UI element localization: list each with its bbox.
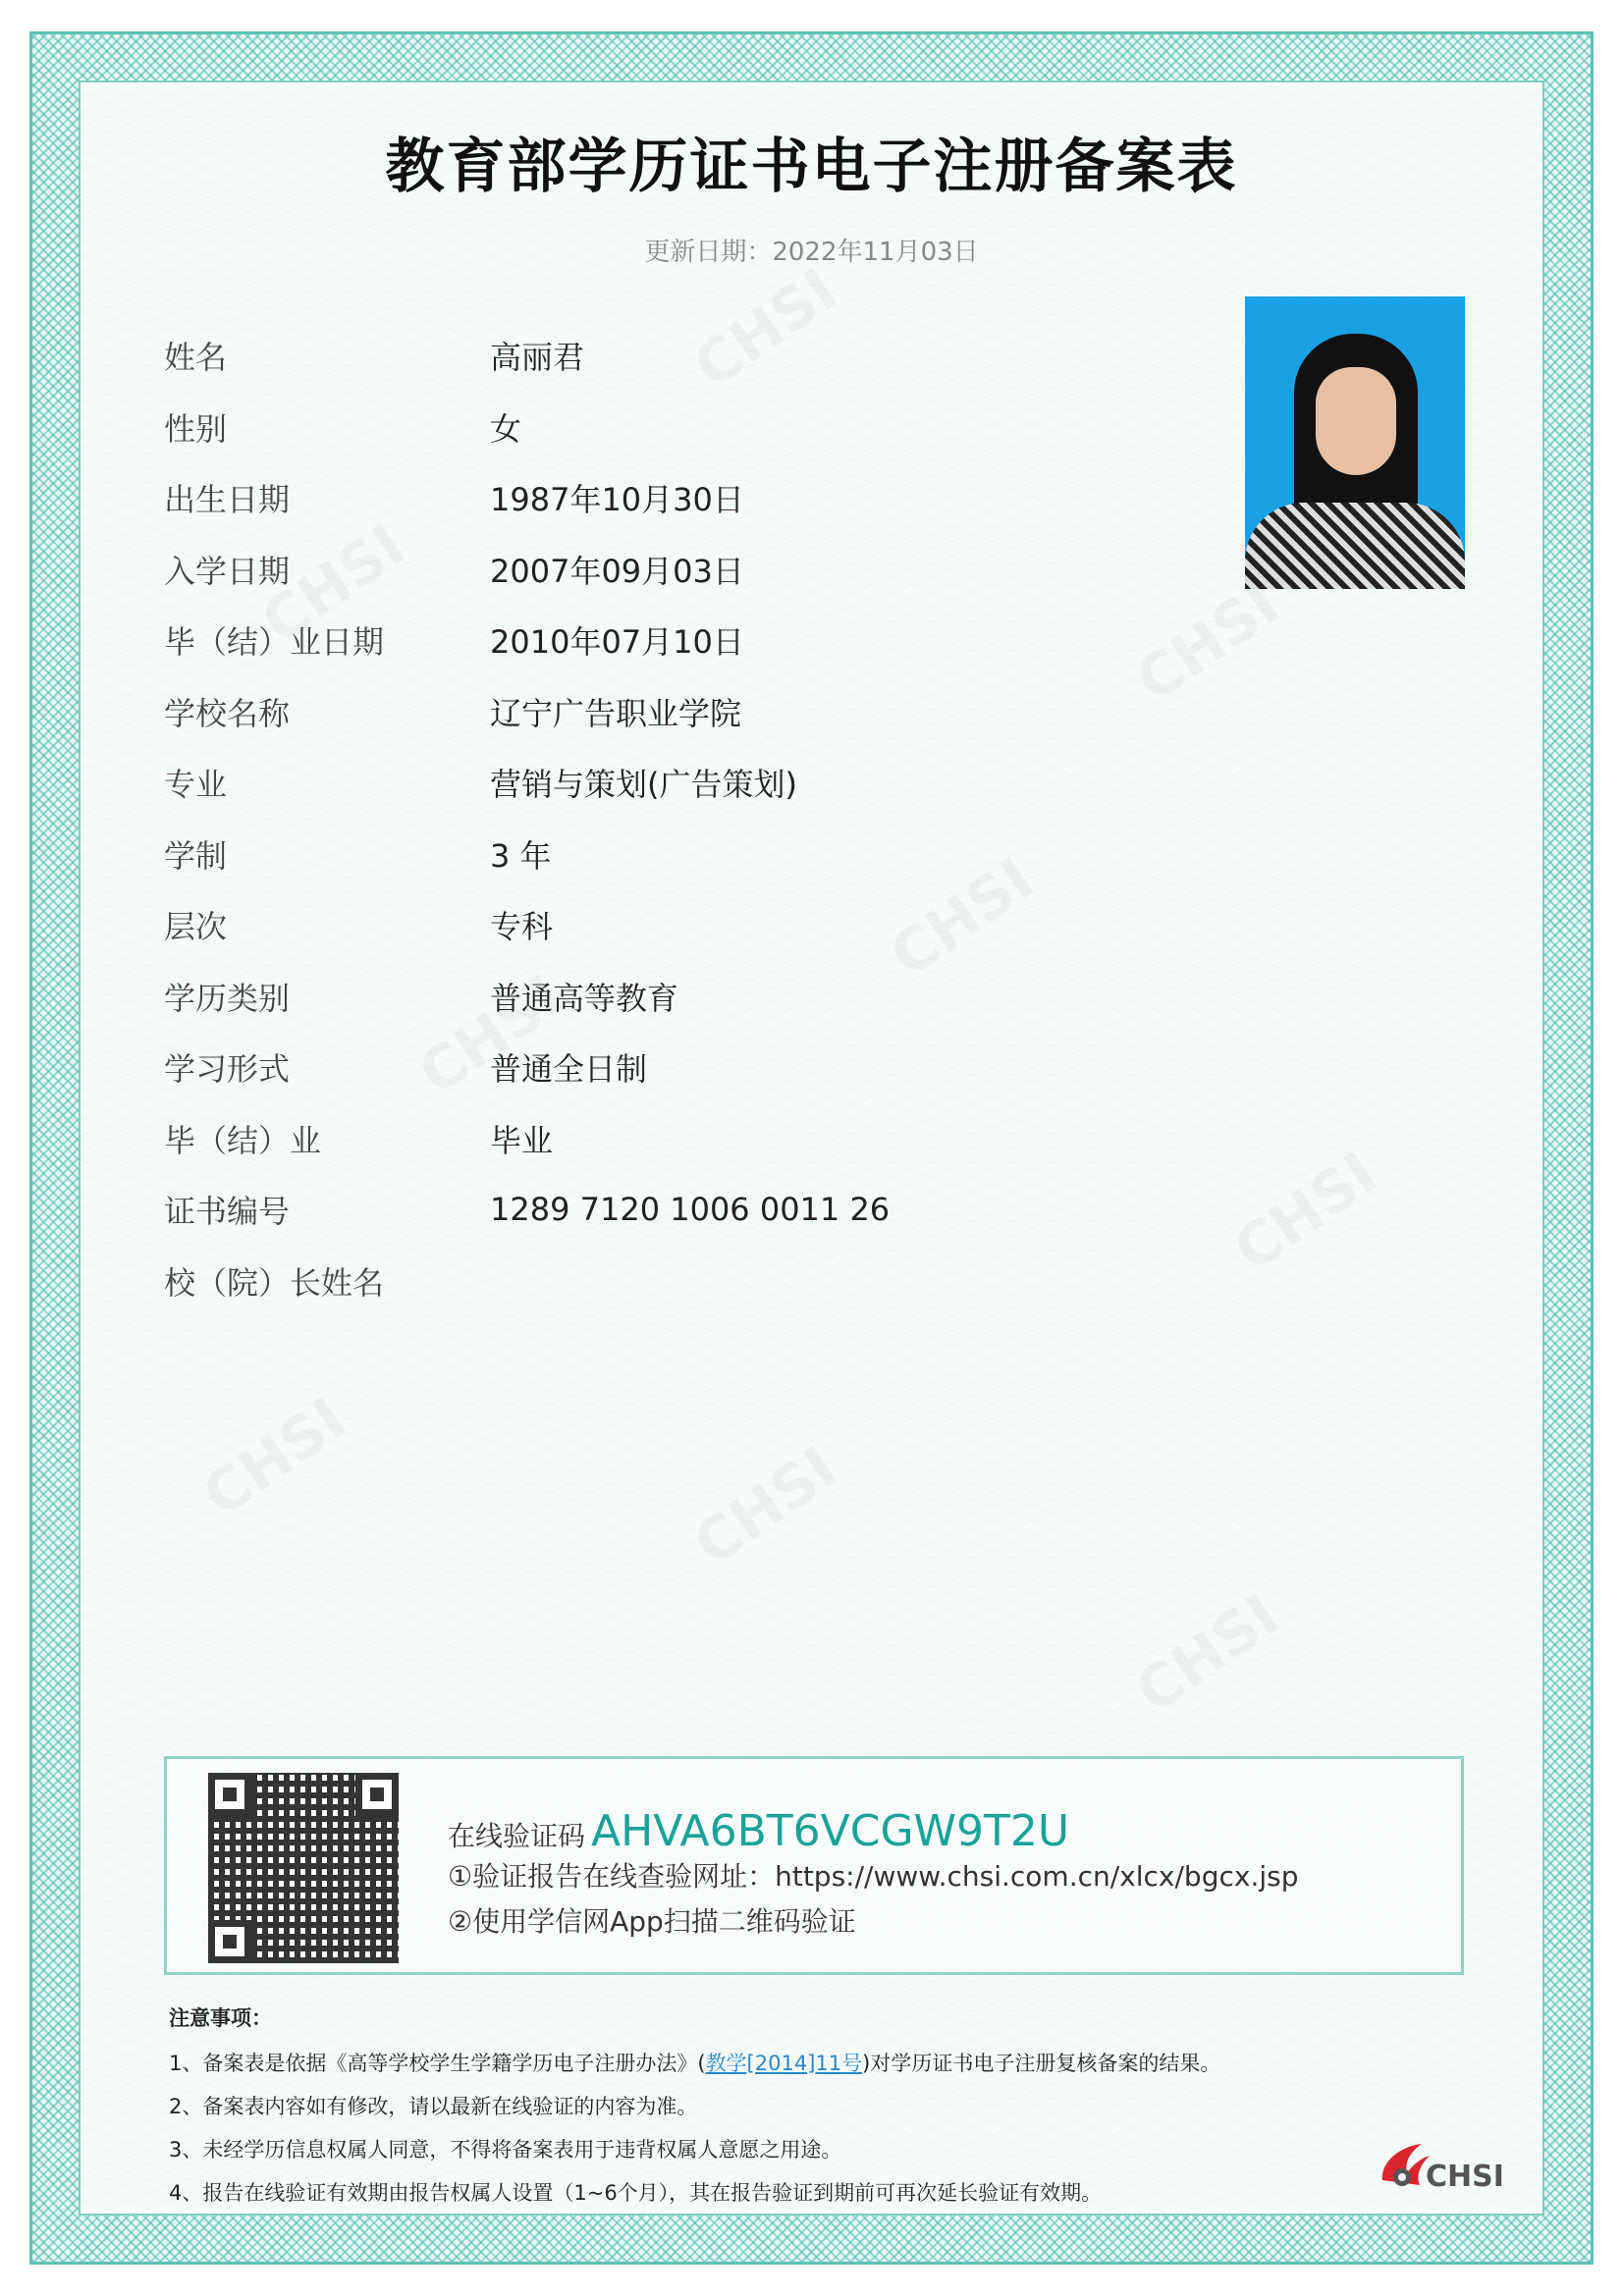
field-row-study-mode <box>164 1032 890 1103</box>
field-row-president-name <box>164 1246 890 1317</box>
field-row-school <box>164 676 890 748</box>
field-value: 普通高等教育 <box>490 979 679 1017</box>
notes-section <box>169 2002 1220 2220</box>
field-row-birth-date <box>164 462 890 534</box>
field-label: 证书编号 <box>164 1193 291 1231</box>
qr-finder-bottom-left <box>208 1920 251 1963</box>
field-value: 营销与策划(广告策划) <box>490 766 797 804</box>
verify-code: AHVA6BT6VCGW9T2U <box>591 1806 1070 1856</box>
field-row-enroll-date <box>164 534 890 606</box>
photo-face <box>1316 367 1396 475</box>
field-label: 性别 <box>164 409 228 448</box>
field-value: 1987年10月30日 <box>490 481 744 519</box>
note-1-post: )对学历证书电子注册复核备案的结果。 <box>862 2052 1221 2075</box>
photo-shirt <box>1245 503 1465 589</box>
field-row-level <box>164 889 890 961</box>
page-title: 教育部学历证书电子注册备案表 <box>385 133 1238 201</box>
field-row-major <box>164 747 890 819</box>
field-value: 普通全日制 <box>490 1050 648 1089</box>
field-label: 出生日期 <box>164 481 291 519</box>
field-value: 1289 7120 1006 0011 26 <box>490 1191 891 1229</box>
chsi-logo-text: CHSI <box>1426 2160 1504 2194</box>
field-label: 专业 <box>164 766 228 804</box>
verify-code-line <box>448 1806 1069 1856</box>
note-1-pre: 1、备案表是依据《高等学校学生学籍学历电子注册办法》( <box>169 2052 706 2075</box>
field-value: 辽宁广告职业学院 <box>490 694 742 732</box>
field-label: 毕（结）业 <box>164 1121 322 1159</box>
qr-finder-top-left <box>208 1773 251 1816</box>
note-item-3: 3、未经学历信息权属人同意，不得将备案表用于违背权属人意愿之用途。 <box>169 2138 842 2162</box>
field-value: 2007年09月03日 <box>490 552 744 590</box>
field-label: 层次 <box>164 908 228 946</box>
field-value: 毕业 <box>490 1121 554 1159</box>
field-label: 学制 <box>164 836 228 875</box>
verify-code-label: 在线验证码 <box>448 1820 586 1852</box>
field-row-gender <box>164 392 890 463</box>
field-row-education-type <box>164 961 890 1033</box>
update-date: 更新日期：2022年11月03日 <box>644 238 979 267</box>
field-value: 女 <box>490 409 522 448</box>
field-value: 高丽君 <box>490 339 585 377</box>
note-item-1 <box>169 2048 1220 2077</box>
field-value: 3 年 <box>490 836 552 875</box>
notes-heading: 注意事项： <box>169 2006 272 2030</box>
verify-url-line: ①验证报告在线查验网址：https://www.chsi.com.cn/xlcx/bgcx.jsp <box>448 1860 1299 1893</box>
field-label: 校（院）长姓名 <box>164 1263 385 1302</box>
note-item-2: 2、备案表内容如有修改，请以最新在线验证的内容为准。 <box>169 2095 698 2118</box>
field-label: 姓名 <box>164 339 228 377</box>
student-photo <box>1245 296 1465 589</box>
field-label: 学校名称 <box>164 694 291 732</box>
field-value: 专科 <box>490 908 554 946</box>
qr-code[interactable] <box>208 1773 399 1963</box>
field-value: 2010年07月10日 <box>490 623 744 662</box>
field-label: 学历类别 <box>164 979 291 1017</box>
field-row-graduation-status <box>164 1103 890 1175</box>
qr-finder-top-right <box>355 1773 399 1816</box>
regulation-link[interactable]: 教学[2014]11号 <box>705 2052 863 2075</box>
field-row-duration <box>164 819 890 890</box>
field-row-name <box>164 320 890 392</box>
field-row-graduation-date <box>164 605 890 676</box>
field-label: 入学日期 <box>164 552 291 590</box>
info-table <box>164 320 890 1316</box>
field-row-certificate-no <box>164 1174 890 1246</box>
verify-app-line: ②使用学信网App扫描二维码验证 <box>448 1905 856 1938</box>
field-label: 学习形式 <box>164 1050 291 1089</box>
note-item-4: 4、报告在线验证有效期由报告权属人设置（1~6个月），其在报告验证到期前可再次延长验证有效期。 <box>169 2181 1103 2205</box>
field-label: 毕（结）业日期 <box>164 623 385 662</box>
